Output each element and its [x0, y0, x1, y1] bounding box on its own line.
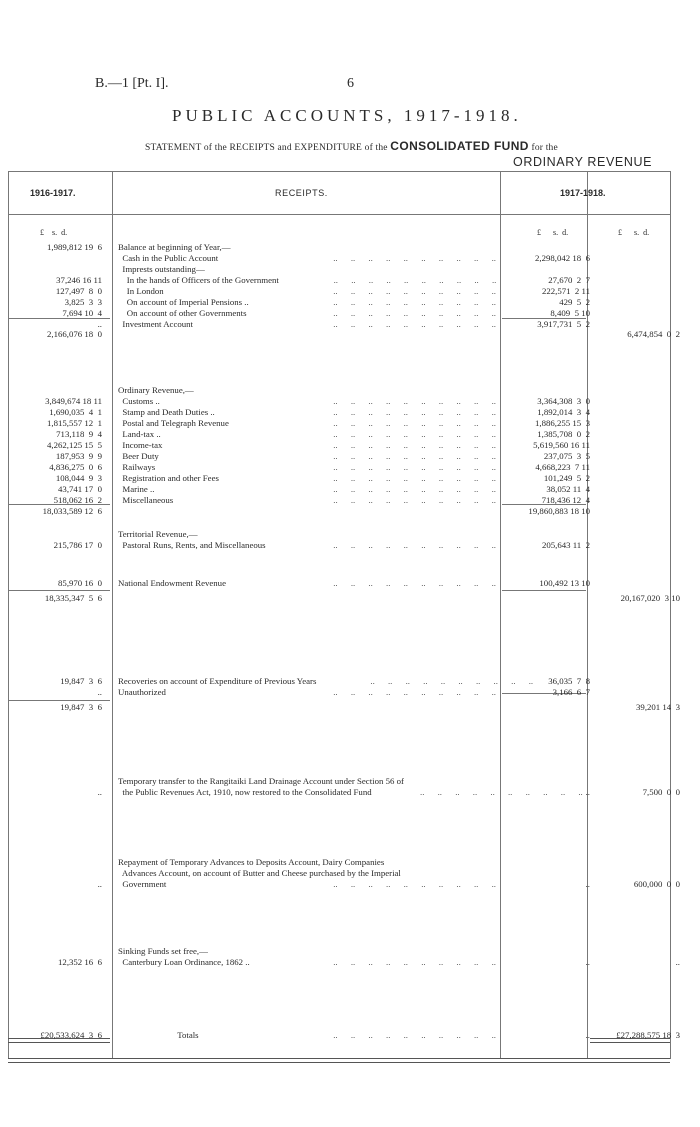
table-row: [0, 495, 700, 506]
leader-dots: .. .. .. .. .. .. .. .. .. ..: [333, 495, 496, 505]
current-year-detail-amount: 100,492 13 10: [539, 578, 590, 588]
leader-dots: .. .. .. .. .. .. .. .. .. ..: [333, 275, 497, 285]
prev-year-amount: ..: [97, 687, 102, 697]
table-row: [0, 857, 700, 868]
prev-year-amount: 1,989,812 19 6: [47, 242, 102, 252]
table-row: [0, 593, 700, 604]
leader-dots: .. .. .. .. .. .. .. .. .. ..: [333, 451, 496, 461]
receipt-description: Totals: [118, 1030, 199, 1040]
current-year-total-amount: 7,500 0 0: [642, 787, 680, 797]
current-year-detail-amount: 1,892,014 3 4: [537, 407, 590, 417]
header-curr-year: 1917-1918.: [560, 188, 606, 198]
current-year-detail-amount: 4,668,223 7 11: [535, 462, 590, 472]
current-year-detail-amount: 38,052 11 4: [546, 484, 590, 494]
table-row: [0, 868, 700, 879]
prev-year-amount: 18,033,589 12 6: [42, 506, 102, 516]
leader-dots: .. .. .. .. .. .. .. .. .. ..: [333, 429, 496, 439]
leader-dots: .. .. .. .. .. .. .. .. .. ..: [333, 286, 496, 296]
receipt-description: Income-tax: [118, 440, 163, 450]
current-year-detail-amount: 19,860,883 18 10: [528, 506, 590, 516]
leader-dots: .. .. .. .. .. .. .. .. .. ..: [333, 1030, 496, 1040]
leader-dots: .. .. .. .. .. .. .. .. .. ..: [333, 440, 496, 450]
receipt-description: Marine ..: [118, 484, 155, 494]
current-year-detail-amount: 718,436 12 4: [541, 495, 590, 505]
prev-year-amount: ..: [97, 319, 102, 329]
current-year-detail-amount: 205,643 11 2: [541, 540, 590, 550]
prev-year-amount: 12,352 16 6: [58, 957, 102, 967]
table-row: [0, 957, 700, 968]
current-year-detail-amount: ..: [585, 787, 590, 797]
leader-dots: .. .. .. .. .. .. .. .. .. ..: [333, 687, 496, 697]
current-year-detail-amount: 3,364,308 3 0: [537, 396, 590, 406]
table-row: [0, 396, 700, 407]
unit-prev-year: £ s. d.: [40, 228, 68, 237]
current-year-detail-amount: 429 5 2: [559, 297, 590, 307]
prev-year-amount: 215,786 17 0: [53, 540, 102, 550]
table-row: [0, 506, 700, 517]
receipt-description: National Endowment Revenue: [118, 578, 226, 588]
table-row: [0, 264, 700, 275]
current-year-detail-amount: 1,385,708 0 2: [537, 429, 590, 439]
prev-year-amount: 7,694 10 4: [62, 308, 102, 318]
prev-year-amount: 1,690,035 4 1: [49, 407, 102, 417]
current-year-detail-amount: 222,571 2 11: [541, 286, 590, 296]
table-row: [0, 702, 700, 713]
subtotal-rule-revenue-detail: [502, 590, 586, 591]
current-year-total-amount: 600,000 0 0: [633, 879, 680, 889]
prev-year-amount: £20,533,624 3 6: [40, 1030, 102, 1040]
table-row: [0, 329, 700, 340]
receipt-description: the Public Revenues Act, 1910, now restored to the Consolidated Fund: [118, 787, 372, 797]
table-row: [0, 308, 700, 319]
current-year-detail-amount: 237,075 3 5: [543, 451, 590, 461]
prev-year-amount: 2,166,076 18 0: [47, 329, 102, 339]
prev-year-amount: 85,970 16 0: [58, 578, 102, 588]
leader-dots: .. .. .. .. .. .. .. .. .. ..: [333, 319, 496, 329]
prev-year-amount: 518,062 16 2: [53, 495, 102, 505]
table-row: [0, 946, 700, 957]
receipt-description: Pastoral Runs, Rents, and Miscellaneous: [118, 540, 266, 550]
table-row: [0, 385, 700, 396]
subtotal-rule-recoveries: [8, 700, 110, 701]
table-row: [0, 529, 700, 540]
table-row: [0, 578, 700, 589]
page-number: 6: [347, 76, 354, 91]
receipt-description: On account of Imperial Pensions ..: [118, 297, 249, 307]
prev-year-amount: 3,825 3 3: [64, 297, 102, 307]
leader-dots: .. .. .. .. .. .. .. .. .. ..: [333, 407, 496, 417]
receipt-description: Cash in the Public Account: [118, 253, 219, 263]
leader-dots: .. .. .. .. .. .. .. .. .. ..: [370, 676, 534, 686]
receipt-description: Customs ..: [118, 396, 160, 406]
current-year-detail-amount: 101,249 5 2: [543, 473, 590, 483]
statement-prefix: STATEMENT of the RECEIPTS and EXPENDITURE of the: [145, 143, 391, 153]
leader-dots: .. .. .. .. .. .. .. .. .. ..: [333, 297, 496, 307]
table-row: [0, 275, 700, 286]
prev-year-amount: 187,953 9 9: [55, 451, 102, 461]
table-row: [0, 418, 700, 429]
receipt-description: Beer Duty: [118, 451, 159, 461]
header-bottom-rule: [8, 214, 670, 215]
current-year-detail-amount: ..: [585, 957, 590, 967]
receipt-description: Canterbury Loan Ordinance, 1862 ..: [118, 957, 250, 967]
current-year-total-amount: £27,288,575 18 3: [616, 1030, 680, 1040]
table-row: [0, 462, 700, 473]
leader-dots: .. .. .. .. .. .. .. .. .. ..: [420, 787, 583, 797]
prev-year-amount: 127,497 8 0: [55, 286, 102, 296]
current-year-detail-amount: 1,886,255 15 3: [535, 418, 590, 428]
table-row: [0, 540, 700, 551]
leader-dots: .. .. .. .. .. .. .. .. .. ..: [333, 473, 496, 483]
prev-year-amount: 19,847 3 6: [60, 676, 102, 686]
prev-year-amount: 4,836,275 0 6: [49, 462, 102, 472]
table-row: [0, 787, 700, 798]
prev-year-amount: 37,246 16 11: [56, 275, 102, 285]
table-row: [0, 676, 700, 687]
header-prev-year: 1916-1917.: [30, 188, 76, 198]
receipt-description: Advances Account, on account of Butter and Cheese purchased by the Imperial: [118, 868, 401, 878]
unit-detail: £ s. d.: [537, 228, 569, 237]
receipt-description: Repayment of Temporary Advances to Deposits Account, Dairy Companies: [118, 857, 385, 867]
table-row: [0, 286, 700, 297]
current-year-detail-amount: ..: [585, 1030, 590, 1040]
subtotal-rule-revenue: [8, 590, 110, 591]
receipt-description: Territorial Revenue,—: [118, 529, 198, 539]
receipt-description: Stamp and Death Duties ..: [118, 407, 215, 417]
table-row: [0, 253, 700, 264]
receipt-description: Railways: [118, 462, 156, 472]
receipt-description: Land-tax ..: [118, 429, 161, 439]
leader-dots: .. .. .. .. .. .. .. .. .. ..: [333, 540, 496, 550]
header-receipts: RECEIPTS.: [275, 188, 328, 198]
current-year-total-amount: 20,167,020 3 10: [620, 593, 680, 603]
current-year-detail-amount: 8,409 5 10: [550, 308, 590, 318]
receipt-description: Unauthorized: [118, 687, 166, 697]
statement-suffix: for the: [528, 143, 558, 153]
receipt-description: On account of other Governments: [118, 308, 247, 318]
unit-total: £ s. d.: [618, 228, 650, 237]
document-reference: B.—1 [Pt. I].: [95, 76, 169, 91]
receipt-description: Sinking Funds set free,—: [118, 946, 208, 956]
receipt-description: Postal and Telegraph Revenue: [118, 418, 229, 428]
receipt-description: Miscellaneous: [118, 495, 174, 505]
fund-name: CONSOLIDATED FUND: [390, 139, 529, 153]
prev-year-amount: 43,741 17 0: [58, 484, 102, 494]
table-row: [0, 440, 700, 451]
table-row: [0, 242, 700, 253]
table-row: [0, 429, 700, 440]
prev-year-amount: ..: [97, 787, 102, 797]
table-top-rule: [8, 171, 670, 172]
leader-dots: .. .. .. .. .. .. .. .. .. ..: [333, 957, 496, 967]
receipt-description: In the hands of Officers of the Government: [118, 275, 279, 285]
receipt-description: Balance at beginning of Year,—: [118, 242, 231, 252]
current-year-detail-amount: 5,619,560 16 11: [533, 440, 590, 450]
prev-year-amount: 1,815,557 12 1: [47, 418, 102, 428]
page-title: PUBLIC ACCOUNTS, 1917-1918.: [172, 106, 522, 125]
current-year-detail-amount: ..: [585, 879, 590, 889]
table-row: [0, 407, 700, 418]
leader-dots: .. .. .. .. .. .. .. .. .. ..: [333, 253, 496, 263]
table-row: [0, 297, 700, 308]
receipt-description: Investment Account: [118, 319, 194, 329]
table-row: [0, 484, 700, 495]
receipt-description: Government: [118, 879, 167, 889]
current-year-total-amount: ..: [675, 957, 680, 967]
leader-dots: .. .. .. .. .. .. .. .. .. ..: [333, 484, 496, 494]
receipt-description: Registration and other Fees: [118, 473, 219, 483]
receipt-description: Recoveries on account of Expenditure of Previous Years: [118, 676, 317, 686]
table-row: [0, 473, 700, 484]
current-year-detail-amount: 3,166 6 7: [552, 687, 590, 697]
leader-dots: .. .. .. .. .. .. .. .. .. ..: [333, 879, 496, 889]
current-year-detail-amount: 2,298,042 18 6: [535, 253, 590, 263]
receipt-description: Ordinary Revenue,—: [118, 385, 194, 395]
current-year-detail-amount: 3,917,731 5 2: [537, 319, 590, 329]
prev-year-amount: 713,118 9 4: [56, 429, 102, 439]
leader-dots: .. .. .. .. .. .. .. .. .. ..: [333, 308, 496, 318]
prev-year-amount: 3,849,674 18 11: [45, 396, 102, 406]
leader-dots: .. .. .. .. .. .. .. .. .. ..: [333, 462, 496, 472]
current-year-detail-amount: 27,670 2 7: [548, 275, 590, 285]
statement-heading: [145, 139, 558, 153]
table-row: [0, 776, 700, 787]
current-year-detail-amount: 36,035 7 8: [548, 676, 590, 686]
prev-year-amount: ..: [97, 879, 102, 889]
prev-year-amount: 108,044 9 3: [55, 473, 102, 483]
revenue-heading: ORDINARY REVENUE: [513, 155, 653, 169]
leader-dots: .. .. .. .. .. .. .. .. .. ..: [333, 418, 496, 428]
prev-year-amount: 4,262,125 15 5: [47, 440, 102, 450]
table-row: [0, 1030, 700, 1041]
table-row: [0, 451, 700, 462]
table-row: [0, 879, 700, 890]
leader-dots: .. .. .. .. .. .. .. .. .. ..: [333, 396, 496, 406]
receipt-description: Imprests outstanding—: [118, 264, 205, 274]
prev-year-amount: 19,847 3 6: [60, 702, 102, 712]
prev-year-amount: 18,335,347 5 6: [44, 593, 102, 603]
receipt-description: Temporary transfer to the Rangitaiki Land Drainage Account under Section 56 of: [118, 776, 404, 786]
table-row: [0, 687, 700, 698]
current-year-total-amount: 6,474,854 0 2: [627, 329, 680, 339]
current-year-total-amount: 39,201 14 3: [636, 702, 680, 712]
receipt-description: In London: [118, 286, 164, 296]
table-bottom-rule: [8, 1058, 670, 1063]
leader-dots: .. .. .. .. .. .. .. .. .. ..: [333, 578, 496, 588]
